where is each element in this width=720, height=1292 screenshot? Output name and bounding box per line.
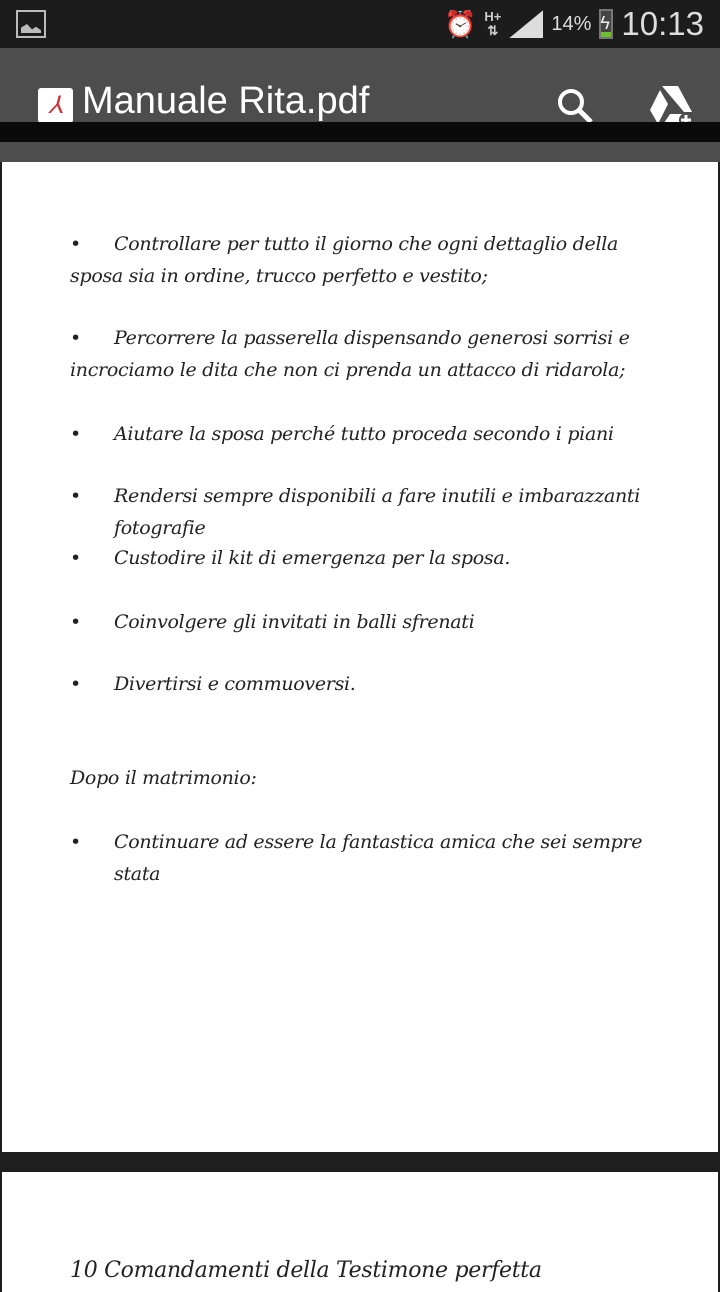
pdf-page-1[interactable] <box>2 162 718 1152</box>
toolbar-divider <box>0 142 720 162</box>
section-heading: Dopo il matrimonio: <box>70 767 257 789</box>
network-label: H+ <box>484 9 502 24</box>
battery-percent: 14% <box>551 12 592 35</box>
clock: 10:13 <box>621 5 704 42</box>
alarm-icon: ⏰ <box>444 8 477 39</box>
list-item <box>70 418 650 450</box>
bullet: • <box>70 673 81 695</box>
status-bar <box>0 0 720 48</box>
bullet: • <box>70 485 81 507</box>
list-item <box>70 480 650 544</box>
bullet: • <box>70 327 81 349</box>
list-item <box>70 826 650 890</box>
list-item <box>70 542 650 574</box>
item-text: Aiutare la sposa perché tutto proceda secondo i piani <box>114 423 614 445</box>
network-type: H+ ⇅ <box>484 9 502 38</box>
battery-icon <box>599 9 613 39</box>
list-item <box>70 322 650 386</box>
item-text: Percorrere la passerella dispensando generosi sorrisi e incrociamo le dita che non ci prenda un attacco di ridarola; <box>70 327 630 381</box>
item-text: Coinvolgere gli invitati in balli sfrenati <box>114 611 475 633</box>
toolbar-shadow <box>0 122 720 142</box>
item-text: Continuare ad essere la fantastica amica che sei sempre stata <box>114 831 643 885</box>
signal-icon <box>509 10 543 38</box>
search-button[interactable] <box>555 86 595 126</box>
image-notification-icon <box>16 10 46 38</box>
item-text: Divertirsi e commuoversi. <box>114 673 356 695</box>
list-item <box>70 228 650 292</box>
bullet: • <box>70 547 81 569</box>
item-text: Custodire il kit di emergenza per la sposa. <box>114 547 511 569</box>
search-icon <box>555 86 595 126</box>
item-text: Rendersi sempre disponibili a fare inutili e imbarazzanti fotografie <box>114 485 641 539</box>
page-heading: 10 Comandamenti della Testimone perfetta <box>70 1258 542 1283</box>
bullet: • <box>70 831 81 853</box>
bullet: • <box>70 423 81 445</box>
item-text: Controllare per tutto il giorno che ogni dettaglio della sposa sia in ordine, trucco perfetto e vestito; <box>70 233 619 287</box>
document-title: Manuale Rita.pdf <box>82 80 370 122</box>
bullet: • <box>70 233 81 255</box>
bullet: • <box>70 611 81 633</box>
list-item <box>70 606 650 638</box>
list-item <box>70 668 650 700</box>
pdf-app-icon[interactable]: ⅄ <box>38 88 73 123</box>
